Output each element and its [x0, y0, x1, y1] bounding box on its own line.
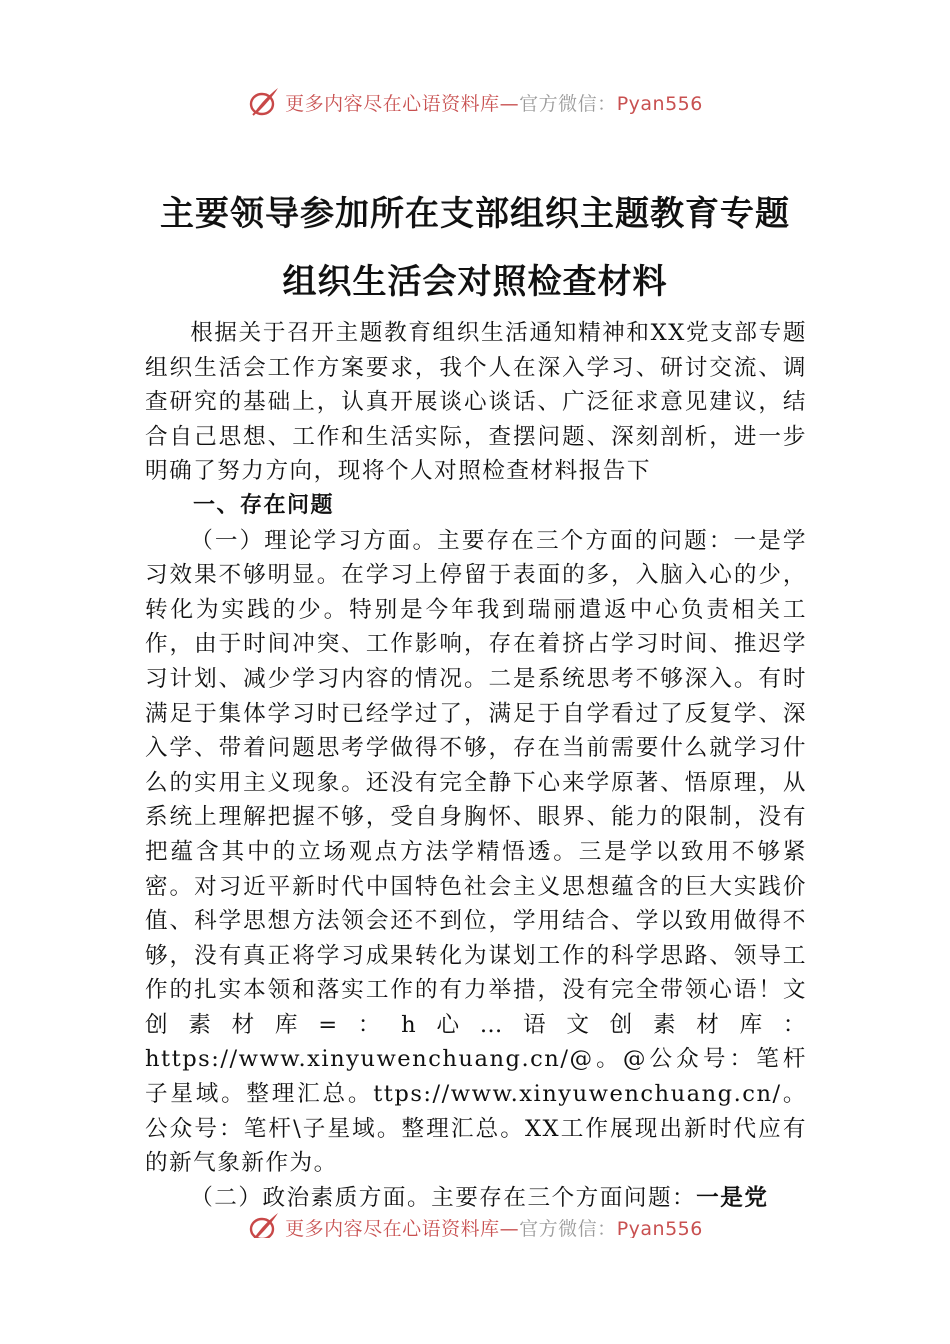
- watermark-header: [0, 82, 950, 122]
- intro-paragraph: 根据关于召开主题教育组织生活通知精神和XX党支部专题组织生活会工作方案要求，我个人在深入学习、研讨交流、调查研究的基础上，认真开展谈心谈话、广泛征求意见建议，结合自己思想、工作和生活实际，查摆问题、深刻剖析，进一步明确了努力方向，现将个人对照检查材料报告下: [145, 320, 807, 485]
- theory-study-paragraph: （一）理论学习方面。主要存在三个方面的问题：一是学习效果不够明显。在学习上停留于表面的多，入脑入心的少，转化为实践的少。特别是今年我到瑞丽遣返中心负责相关工作，由于时间冲突、工作影响，存在着挤占学习时间、推迟学习计划、减少学习内容的情况。二是系统思考不够深入。有时满足于集体学习时已经学过了，满足于自学看过了反复学、深入学、带着问题思考学做得不够，存在当前需要什么就学习什么的实用主义现象。还没有完全静下心来学原著、悟原理，从系统上理解把握不够，受自身胸怀、眼界、能力的限制，没有把蕴含其中的立场观点方法学精悟透。三是学以致用不够紧密。对习近平新时代中国特色社会主义思想蕴含的巨大实践价值、科学思想方法领会还不到位，学用结合、学以致用做得不够，没有真正将学习成果转化为谋划工作的科学思路、领导工作的扎实本领和落实工作的有力举措，没有完全带领心语！文创素材库=：h心…语文创素材库：https://www.xinyuwenchuang.cn/@。@公众号：笔杆子星域。整理汇总。ttps://www.xinyuwenchuang.cn/。公众号：笔杆\子星域。整理汇总。XX工作展现出新时代应有的新气象新作为。: [145, 527, 807, 1177]
- watermark-footer: [0, 1204, 950, 1238]
- watermark-text: 更多内容尽在心语资料库—官方微信：Pyan556: [285, 1217, 703, 1238]
- quill-logo-icon: [247, 85, 281, 119]
- document-title-line-1: 主要领导参加所在支部组织主题教育专题: [160, 194, 790, 234]
- watermark-text: 更多内容尽在心语资料库—官方微信：Pyan556: [285, 92, 703, 115]
- political-quality-paragraph: （二）政治素质方面。主要存在三个方面问题：一是党: [190, 1184, 769, 1211]
- document-body: [145, 316, 807, 1215]
- quill-logo-icon: [247, 1210, 281, 1238]
- section-heading-issues: 一、存在问题: [193, 492, 335, 518]
- document-title-line-2: 组织生活会对照检查材料: [282, 262, 668, 302]
